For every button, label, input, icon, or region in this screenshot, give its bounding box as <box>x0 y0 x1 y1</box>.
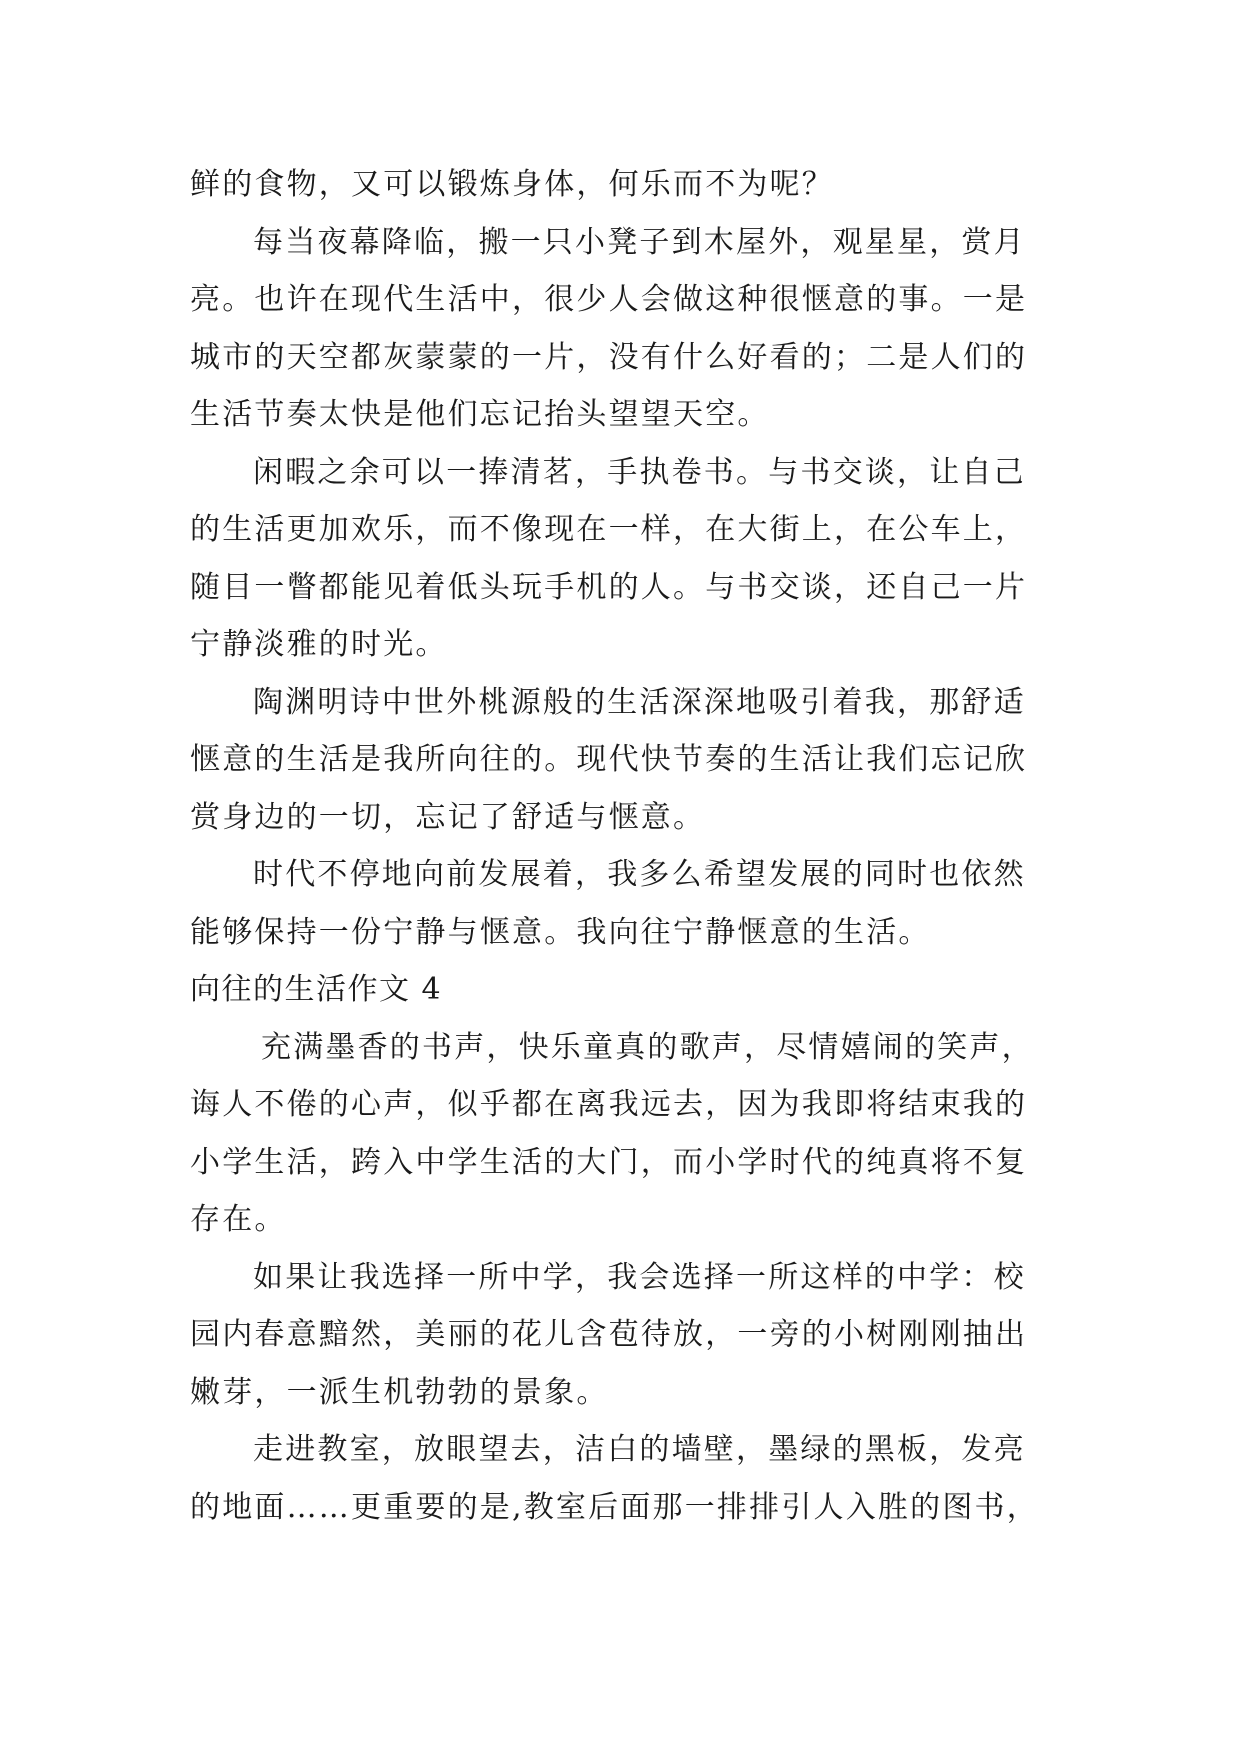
text-line: 宁静淡雅的时光。 <box>190 627 448 662</box>
paragraph-start-line: 闲暇之余可以一捧清茗，手执卷书。与书交谈，让自己 <box>253 454 1026 490</box>
text-line: 的地面……更重要的是,教室后面那一排排引人入胜的图书， <box>190 1489 1039 1525</box>
document-body <box>190 156 1060 1536</box>
text-line: 随目一瞥都能见着低头玩手机的人。与书交谈，还自己一片 <box>190 569 1028 605</box>
text-line: 能够保持一份宁静与惬意。我向往宁静惬意的生活。 <box>190 914 931 950</box>
text-line: 诲人不倦的心声，似乎都在离我远去，因为我即将结束我的 <box>190 1087 1028 1122</box>
text-line: 惬意的生活是我所向往的。现代快节奏的生活让我们忘记欣 <box>190 742 1028 777</box>
text-line: 鲜的食物，又可以锻炼身体，何乐而不为呢？ <box>190 167 834 202</box>
text-line: 园内春意黯然，美丽的花儿含苞待放，一旁的小树刚刚抽出 <box>190 1317 1028 1352</box>
text-line: 存在。 <box>190 1202 287 1237</box>
paragraph-start-line: 陶渊明诗中世外桃源般的生活深深地吸引着我，那舒适 <box>253 684 1026 720</box>
paragraph-start-line: 充满墨香的书声，快乐童真的歌声，尽情嬉闹的笑声， <box>261 1029 1034 1065</box>
paragraph-start-line: 如果让我选择一所中学，我会选择一所这样的中学：校 <box>253 1259 1026 1295</box>
text-line: 小学生活，跨入中学生活的大门，而小学时代的纯真将不复 <box>190 1144 1028 1180</box>
text-line: 亮。也许在现代生活中，很少人会做这种很惬意的事。一是 <box>190 282 1028 317</box>
text-line: 生活节奏太快是他们忘记抬头望望天空。 <box>190 397 770 432</box>
text-line: 城市的天空都灰蒙蒙的一片，没有什么好看的；二是人们的 <box>190 339 1028 375</box>
section-heading: 向往的生活作文 4 <box>190 972 443 1007</box>
paragraph-start-line: 走进教室，放眼望去，洁白的墙壁，墨绿的黑板，发亮 <box>253 1432 1026 1467</box>
paragraph-start-line: 时代不停地向前发展着，我多么希望发展的同时也依然 <box>253 857 1026 892</box>
paragraph-start-line: 每当夜幕降临，搬一只小凳子到木屋外，观星星，赏月 <box>253 224 1026 260</box>
text-line: 赏身边的一切，忘记了舒适与惬意。 <box>190 799 706 835</box>
text-line: 的生活更加欢乐，而不像现在一样，在大街上，在公车上， <box>190 512 1028 547</box>
text-line: 嫩芽，一派生机勃勃的景象。 <box>190 1374 609 1410</box>
